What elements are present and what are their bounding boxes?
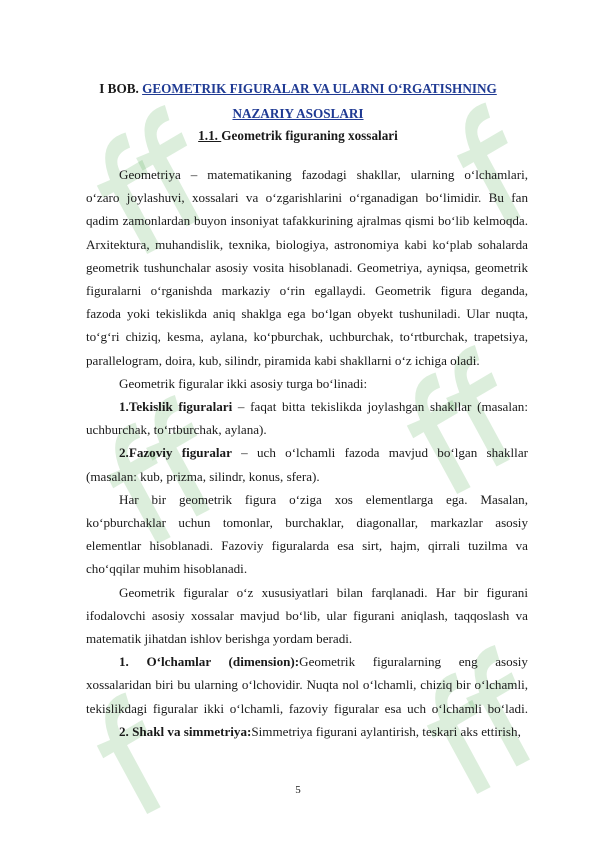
text-line: figuralarni o‘rganishda markaziy o‘rin egallaydi. Geometrik figura deganda, [86,283,528,299]
text-line: Har bir geometrik figura o‘ziga xos elementlarga ega. Masalan, [119,491,528,507]
text-line: Geometrik figuralar o‘z xususiyatlari bilan farqlanadi. Har bir figurani [119,584,528,600]
list-item-label: 1.Tekislik figuralari [119,399,233,415]
text-line: fazoda yoki tekislikda aniq shaklga ega bo‘lgan obyekt tushuniladi. Ular nuqta, [86,306,528,322]
list-item-label: 2. Shakl va simmetriya: [119,723,252,739]
text-line: Geometrik figuralar ikki asosiy turga bo‘linadi: [119,375,368,391]
section-number: 1.1. [198,128,222,143]
text-line: xossalaridan biri bu ularning o‘lchovidir. Nuqta nol o‘lchamli, chiziq bir o‘lchamli, [86,677,528,693]
text-line: elementlar hisoblanadi. Fazoviy figuralarda esa sirt, hajm, qirrali tuzilma va [86,538,528,554]
page-number: 5 [295,784,301,796]
text-line: ifodalovchi asosiy xossalar mavjud bo‘lib, ular figurani aniqlash, taqqoslash va [86,607,528,623]
list-item-text: – faqat bitta tekislikda joylashgan shakllar (masalan: [232,399,528,415]
list-item-label: 2.Fazoviy figuralar [119,445,232,461]
text-line: qadim zamonlardan buyon insoniyat tafakkurining ajralmas qismi bo‘lib kelmoqda. [86,213,528,229]
list-item [86,441,528,464]
text-line: geometrik tushunchalar asosiy vosita hisoblanadi. Geometriya, ayniqsa, geometrik [86,259,528,275]
list-item [86,650,528,673]
text-line: tekislikdagi figuralar ikki o‘lchamli, fazoviy figuralar esa uch o‘lchamli bo‘ladi. [86,700,528,716]
text-line: parallelogram, doira, kub, silindr, piramida kabi shakllarni o‘z ichiga oladi. [86,352,480,368]
text-line: Geometriya – matematikaning fazodagi shakllar, ularning o‘lchamlari, [119,167,528,182]
list-item [86,720,528,743]
text-line: uchburchak, to‘rtburchak, aylana). [86,422,267,438]
chapter-title-link[interactable]: GEOMETRIK FIGURALAR VA ULARNI O‘RGATISHNING [142,81,497,96]
chapter-title-line-2 [70,105,526,123]
text-line: ko‘pburchaklar uchun tomonlar, burchaklar, diagonallar, markazlar asosiy [86,515,528,531]
text-line: o‘zaro joylashuvi, xossalari va o‘zgarishlarini o‘rganadigan bo‘limidir. Bu fan [86,190,528,206]
list-item-text: – uch o‘lchamli fazoda mavjud bo‘lgan shakllar [231,445,528,461]
chapter-title-link-2[interactable]: NAZARIY ASOSLARI [232,106,364,121]
list-item-text: Geometrik figuralarning eng asosiy [299,654,528,670]
text-line: to‘g‘ri chiziq, kesma, aylana, ko‘pburchak, uchburchak, to‘rtburchak, trapetsiya, [86,329,528,345]
section-title [70,127,526,145]
chapter-prefix: I BOB. [99,81,143,96]
section-title-text: Geometrik figuraning xossalari [221,128,398,143]
list-item-label: 1. O‘lchamlar (dimension): [119,654,300,670]
chapter-title-line-1 [70,80,526,98]
body-text [86,163,528,743]
list-item-text: Simmetriya figurani aylantirish, teskari aks ettirish, [251,723,521,739]
text-line: (masalan: kub, prizma, silindr, konus, sfera). [86,468,320,484]
text-line: matematik jihatdan ishlov berishga yordam beradi. [86,631,353,647]
list-item [86,395,528,418]
text-line: cho‘qqilar muhim hisoblanadi. [86,561,248,577]
text-line: Arxitektura, muhandislik, texnika, biologiya, astronomiya kabi ko‘plab sohalarda [86,236,528,252]
